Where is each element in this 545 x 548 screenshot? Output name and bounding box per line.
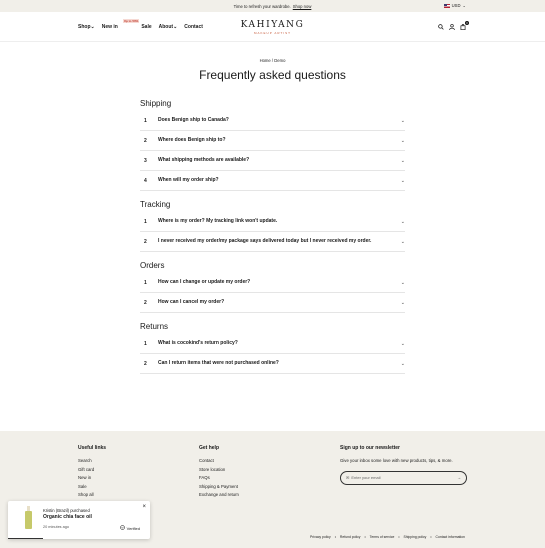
faq-item[interactable] [140,111,405,131]
legal-link[interactable]: Shipping policy [403,535,427,539]
faq-question: How can I change or update my order? [158,278,251,285]
legal-link[interactable]: Privacy policy [310,535,331,539]
email-placeholder: Enter your email [351,474,381,480]
chevron-down-icon: ⌄ [400,360,405,367]
breadcrumb-separator: / [271,58,274,63]
faq-item[interactable] [140,171,405,191]
faq-question: When will my order ship? [158,176,219,183]
legal-link[interactable]: Contact information [435,535,465,539]
faq-number: 4 [144,177,147,184]
site-header [0,12,545,42]
sale-badge: Up to 50% [123,19,139,23]
chevron-down-icon: ⌄ [400,238,405,245]
nav-contact[interactable]: Contact [184,24,203,30]
footer-newsletter [340,445,467,485]
header-icons [438,21,468,32]
chevron-down-icon: ⌄ [400,157,405,164]
faq-item[interactable] [140,354,405,374]
footer-link[interactable]: Gift card [78,466,95,472]
faq-question: Where is my order? My tracking link won't update. [158,217,278,224]
faq-number: 2 [144,137,147,144]
faq-question: Can I return items that were not purchased online? [158,359,279,366]
main-nav [78,19,203,30]
footer-link[interactable]: Shop all [78,492,94,497]
faq-item[interactable] [140,131,405,151]
page-title: Frequently asked questions [199,68,346,82]
currency-label: USD [451,3,461,8]
faq-item[interactable] [140,151,405,171]
footer-link[interactable]: Sale [78,483,87,489]
close-icon[interactable]: × [142,504,146,510]
faq-item[interactable] [140,273,405,293]
chevron-down-icon: ⌄ [400,279,405,286]
account-icon[interactable] [449,24,455,32]
footer-link[interactable]: Contact [199,458,214,463]
footer-link[interactable]: Shipping & Payment [199,483,238,489]
faq-item[interactable] [140,334,405,354]
search-icon[interactable] [438,24,444,32]
faq-item[interactable] [140,293,405,313]
legal-link[interactable]: Refund policy [339,535,361,539]
footer-heading: Get help [199,445,220,451]
footer-link[interactable]: Exchange and return [199,492,239,497]
chevron-down-icon: ⌄ [400,218,405,225]
faq-number: 2 [144,360,147,367]
chevron-down-icon: ⌄ [400,137,405,144]
chevron-down-icon: ⌄ [400,117,405,124]
announcement-bar [0,0,545,12]
submit-arrow-icon[interactable]: → [457,474,461,480]
faq-question: What is cocokind's return policy? [158,339,238,346]
faq-question: Does Benign ship to Canada? [158,116,229,123]
nav-new-in[interactable]: New in [101,24,118,30]
breadcrumb [0,58,545,63]
cart-icon[interactable] [460,21,468,32]
faq-question: How can I cancel my order? [158,298,225,305]
legal-link[interactable]: Terms of service [369,535,395,539]
faq-section [140,261,405,313]
breadcrumb-home[interactable]: Home [259,58,271,63]
faq-section [140,200,405,252]
faq-section [140,322,405,374]
faq-number: 2 [144,299,147,306]
buyer-text: Kristin (Brazil) purchased [43,508,90,513]
footer-useful-links [78,445,106,500]
site-logo[interactable]: KAHIYANG MAKEUP ARTIST [240,20,305,35]
popup-timer-bar [8,538,43,539]
newsletter-text: Give your inbox some love with new products, tips, & more. [340,458,453,463]
chevron-down-icon: ⌄ [462,3,466,8]
footer-link[interactable]: FAQs [199,475,210,480]
time-ago: 20 minutes ago [43,525,69,529]
faq-number: 1 [144,218,147,225]
cart-count-badge: 0 [466,21,468,25]
footer-link[interactable]: Store location [199,466,226,472]
announcement-text: Time to refresh your wardrobe. [233,3,291,9]
nav-shop[interactable]: Shop⌄ [78,24,95,30]
email-field[interactable] [340,471,467,485]
verified-badge: Verified [120,525,140,531]
chevron-down-icon: ⌄ [400,299,405,306]
faq-item[interactable] [140,212,405,232]
faq-question: Where does Benign ship to? [158,136,226,143]
purchase-notification[interactable] [8,501,150,539]
chevron-down-icon: ⌄ [400,340,405,347]
footer-link[interactable]: Search [78,458,92,463]
faq-number: 1 [144,279,147,286]
faq-question: What shipping methods are available? [158,156,250,163]
check-circle-icon [120,525,125,531]
breadcrumb-current: Demo [274,58,286,63]
footer-get-help [199,445,239,500]
newsletter-heading: Sign up to our newsletter [340,445,401,451]
footer-heading: Useful links [78,445,107,451]
product-image [13,506,43,534]
faq-section-title: Returns [140,322,169,331]
shop-now-link[interactable]: Shop now [292,3,312,9]
faq-section-title: Shipping [140,99,172,108]
faq-item[interactable] [140,232,405,252]
legal-links: Privacy policy • Refund policy • Terms of service • Shipping policy • Contact information [310,535,465,539]
nav-sale[interactable]: $^{Up to 50\%}$Sale [123,19,152,30]
faq-list [140,99,405,374]
faq-question: I never received my order/my package says delivered today but I never received my order. [158,237,372,244]
mail-icon: ✉ [346,474,350,480]
faq-section-title: Orders [140,261,165,270]
faq-number: 1 [144,340,147,347]
nav-about[interactable]: About⌄ [158,24,178,30]
faq-section-title: Tracking [140,200,171,209]
faq-number: 2 [144,238,147,245]
faq-number: 1 [144,117,147,124]
footer-link[interactable]: New in [78,475,92,480]
faq-section [140,99,405,191]
currency-selector[interactable] [444,3,466,8]
faq-number: 3 [144,157,147,164]
product-name[interactable]: Organic chia face oil [43,514,92,520]
chevron-down-icon: ⌄ [400,177,405,184]
us-flag-icon [444,4,450,8]
